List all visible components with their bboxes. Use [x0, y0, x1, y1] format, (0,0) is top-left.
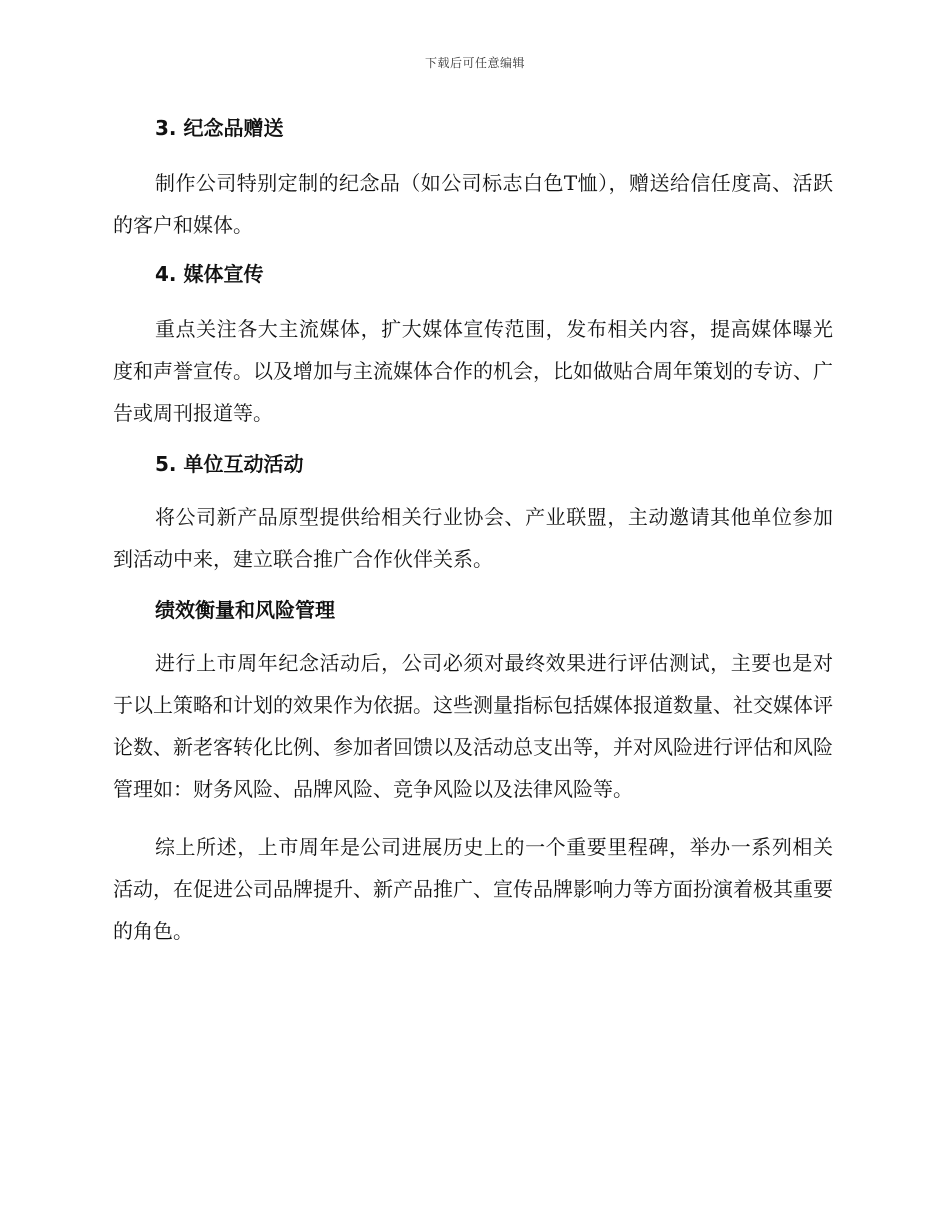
section-heading-media-promotion: 4. 媒体宣传	[155, 262, 264, 286]
section-paragraph-media-promotion: 重点关注各大主流媒体，扩大媒体宣传范围，发布相关内容，提高媒体曝光度和声誉宣传。以及增加与主流媒体合作的机会，比如做贴合周年策划的专访、广告或周刊报道等。	[113, 317, 833, 425]
section-paragraph-performance-risk: 进行上市周年纪念活动后，公司必须对最终效果进行评估测试，主要也是对于以上策略和计划的效果作为依据。这些测量指标包括媒体报道数量、社交媒体评论数、新老客转化比例、参加者回馈以及活动总支出等，并对风险进行评估和风险管理如：财务风险、品牌风险、竞争风险以及法律风险等。	[113, 651, 833, 801]
section-paragraph-souvenir-gift: 制作公司特别定制的纪念品（如公司标志白色T恤），赠送给信任度高、活跃的客户和媒体。	[113, 171, 833, 237]
document-body	[113, 108, 833, 952]
page-header: 下载后可任意编辑	[424, 56, 525, 70]
section-heading-unit-interaction: 5. 单位互动活动	[155, 452, 304, 476]
section-heading-performance-risk: 绩效衡量和风险管理	[155, 598, 335, 622]
section-paragraph-unit-interaction: 将公司新产品原型提供给相关行业协会、产业联盟，主动邀请其他单位参加到活动中来，建立联合推广合作伙伴关系。	[113, 505, 833, 571]
section-heading-souvenir-gift: 3. 纪念品赠送	[155, 116, 284, 140]
conclusion-paragraph: 综上所述，上市周年是公司进展历史上的一个重要里程碑，举办一系列相关活动，在促进公司品牌提升、新产品推广、宣传品牌影响力等方面扮演着极其重要的角色。	[113, 835, 833, 943]
